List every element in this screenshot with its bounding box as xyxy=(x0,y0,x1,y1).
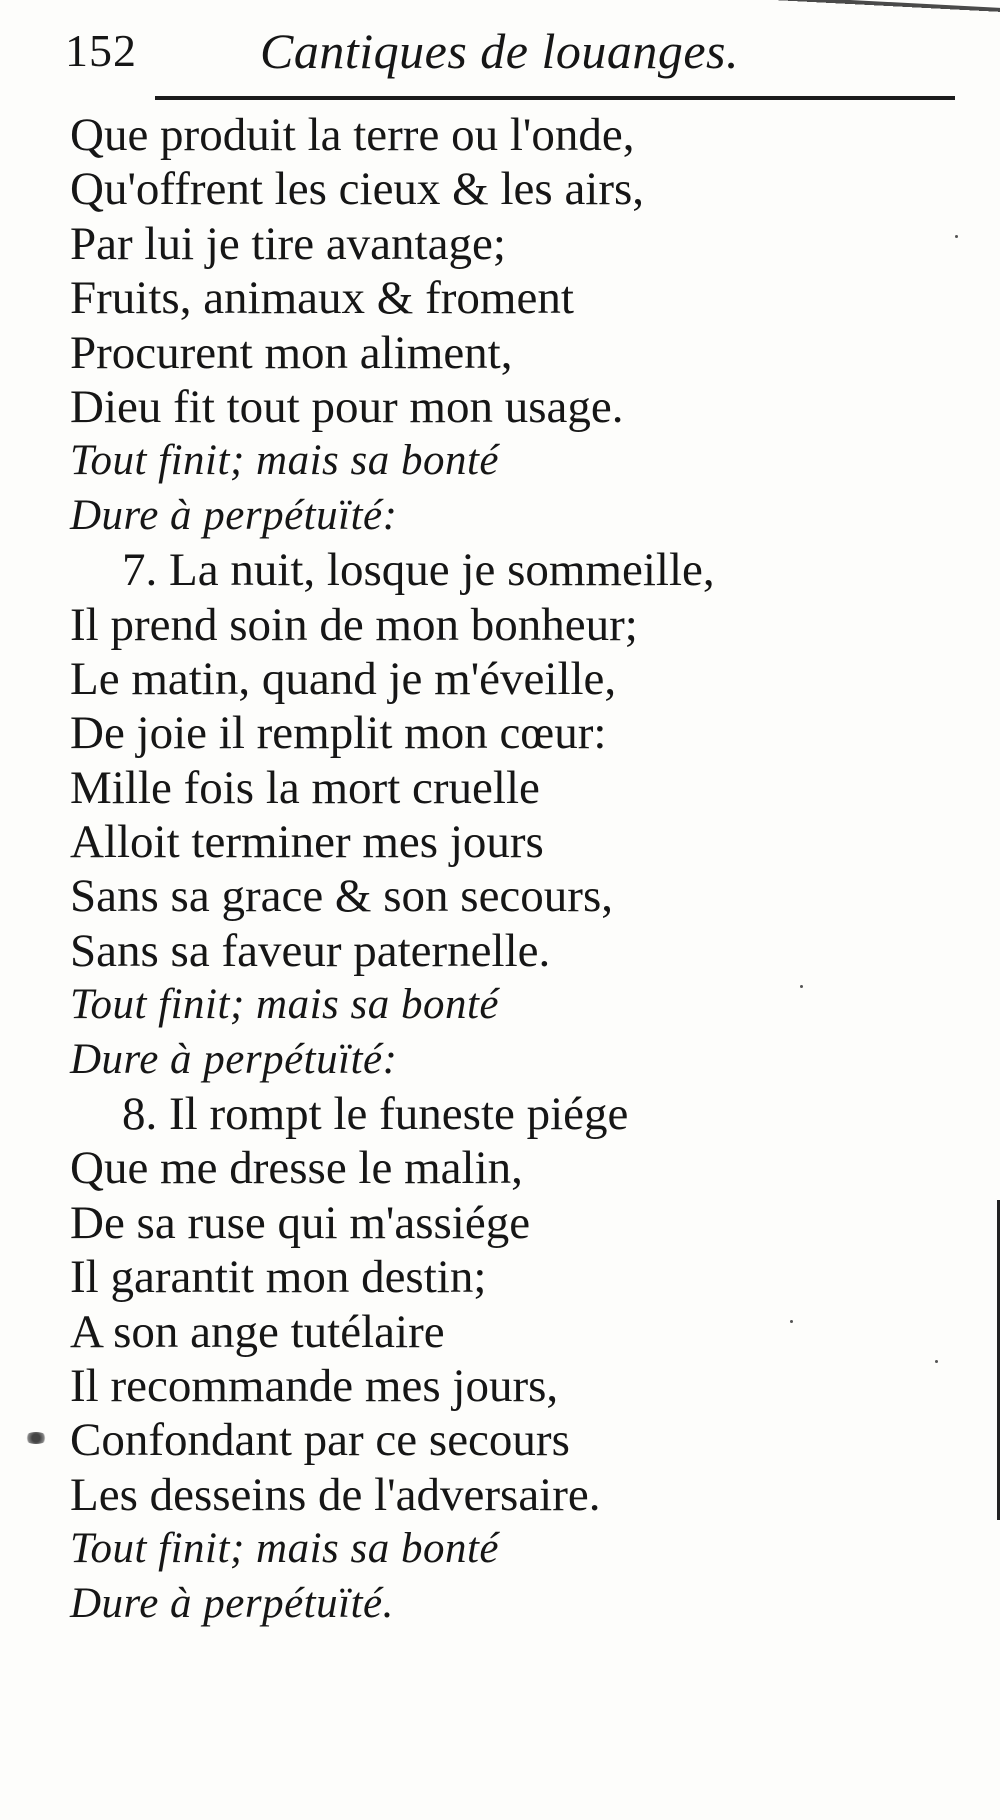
verse-line: Par lui je tire avantage; xyxy=(70,217,506,270)
refrain-line: Dure à perpétuïté: xyxy=(70,1035,398,1083)
verse-line: Que produit la terre ou l'onde, xyxy=(70,109,635,161)
verse-line: Confondant par ce secours xyxy=(70,1414,570,1467)
verse-line: A son ange tutélaire xyxy=(70,1305,445,1358)
ink-speck xyxy=(800,985,803,988)
verse-line: Il garantit mon destin; xyxy=(70,1251,487,1304)
verse-line: Sans sa grace & son secours, xyxy=(70,870,613,923)
verse-line: Alloit terminer mes jours xyxy=(70,816,544,869)
verse-line: Que me dresse le malin, xyxy=(70,1142,523,1195)
verse-line: Fruits, animaux & froment xyxy=(70,272,574,325)
verse-line: De sa ruse qui m'assiége xyxy=(70,1196,531,1249)
ink-speck xyxy=(955,235,958,238)
verse-line: Le matin, quand je m'éveille, xyxy=(70,652,617,705)
refrain-line: Tout finit; mais sa bonté xyxy=(70,437,500,485)
verse-line: Mille fois la mort cruelle xyxy=(70,761,540,814)
ink-speck xyxy=(935,1360,938,1363)
refrain-line: Tout finit; mais sa bonté xyxy=(70,981,500,1029)
header-rule xyxy=(155,96,955,100)
verse-line: Sans sa faveur paternelle. xyxy=(70,924,551,977)
verse-line: Procurent mon aliment, xyxy=(70,326,513,379)
running-title: Cantiques de louanges. xyxy=(260,23,740,79)
hymn-text xyxy=(70,108,950,1631)
verse-line: 7. La nuit, losque je sommeille, xyxy=(122,544,715,597)
verse-line: 8. Il rompt le funeste piége xyxy=(122,1088,629,1141)
refrain-line: Dure à perpétuïté: xyxy=(70,491,398,539)
page-number: 152 xyxy=(65,25,137,76)
page-header xyxy=(65,18,945,88)
verse-line: Dieu fit tout pour mon usage. xyxy=(70,380,624,433)
verse-line: Il recommande mes jours, xyxy=(70,1359,559,1412)
verse-line: Il prend soin de mon bonheur; xyxy=(70,598,638,651)
refrain-line: Tout finit; mais sa bonté xyxy=(70,1525,500,1573)
verse-line: Les desseins de l'adversaire. xyxy=(70,1468,601,1521)
refrain-line: Dure à perpétuïté. xyxy=(70,1579,394,1627)
verse-line: De joie il remplit mon cœur: xyxy=(70,707,607,760)
printer-ornament xyxy=(24,1432,48,1444)
ink-speck xyxy=(790,1320,793,1323)
verse-line: Qu'offrent les cieux & les airs, xyxy=(70,163,645,216)
